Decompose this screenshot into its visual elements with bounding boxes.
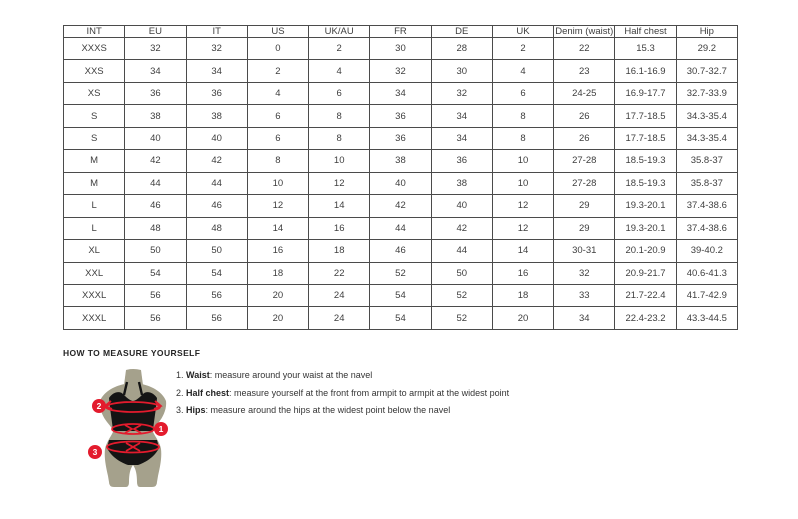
- size-cell: XL: [64, 240, 125, 262]
- value-cell: 32: [554, 262, 615, 284]
- value-cell: 32: [370, 60, 431, 82]
- value-cell: 18.5-19.3: [615, 172, 676, 194]
- step-label: Hips: [186, 405, 206, 415]
- step-text: : measure yourself at the front from armpit to armpit at the widest point: [229, 387, 510, 398]
- value-cell: 32: [431, 82, 492, 104]
- value-cell: 38: [431, 172, 492, 194]
- table-row: [64, 127, 738, 149]
- value-cell: 40: [125, 127, 186, 149]
- value-cell: 30: [370, 38, 431, 60]
- value-cell: 43.3-44.5: [676, 307, 737, 330]
- value-cell: 18: [309, 240, 370, 262]
- table-row: [64, 307, 738, 330]
- value-cell: 20.9-21.7: [615, 262, 676, 284]
- column-header: UK: [492, 26, 553, 38]
- value-cell: 14: [309, 195, 370, 217]
- value-cell: 8: [492, 105, 553, 127]
- value-cell: 30: [431, 60, 492, 82]
- size-chart-table: [63, 25, 738, 330]
- size-cell: XS: [64, 82, 125, 104]
- value-cell: 4: [309, 60, 370, 82]
- header-row: [64, 26, 738, 38]
- value-cell: 36: [125, 82, 186, 104]
- table-row: [64, 240, 738, 262]
- value-cell: 10: [492, 150, 553, 172]
- value-cell: 32: [186, 38, 247, 60]
- measure-step-hips: [176, 405, 509, 416]
- column-header: US: [247, 26, 308, 38]
- value-cell: 20: [492, 307, 553, 330]
- column-header: EU: [125, 26, 186, 38]
- value-cell: 23: [554, 60, 615, 82]
- value-cell: 24: [309, 307, 370, 330]
- step-label: Half chest: [186, 387, 230, 398]
- svg-text:1: 1: [158, 424, 164, 434]
- value-cell: 36: [370, 127, 431, 149]
- value-cell: 16.9-17.7: [615, 82, 676, 104]
- value-cell: 46: [125, 195, 186, 217]
- column-header: FR: [370, 26, 431, 38]
- value-cell: 17.7-18.5: [615, 127, 676, 149]
- size-cell: S: [64, 105, 125, 127]
- value-cell: 22: [554, 38, 615, 60]
- column-header: UK/AU: [309, 26, 370, 38]
- value-cell: 18: [247, 262, 308, 284]
- value-cell: 38: [370, 150, 431, 172]
- value-cell: 19.3-20.1: [615, 195, 676, 217]
- column-header: INT: [64, 26, 125, 38]
- value-cell: 8: [309, 127, 370, 149]
- value-cell: 50: [125, 240, 186, 262]
- measure-steps-list: [176, 370, 509, 423]
- value-cell: 36: [186, 82, 247, 104]
- value-cell: 44: [431, 240, 492, 262]
- value-cell: 2: [492, 38, 553, 60]
- value-cell: 12: [247, 195, 308, 217]
- value-cell: 21.7-22.4: [615, 284, 676, 306]
- value-cell: 12: [492, 217, 553, 239]
- value-cell: 20: [247, 284, 308, 306]
- size-cell: M: [64, 150, 125, 172]
- value-cell: 34: [431, 127, 492, 149]
- value-cell: 44: [186, 172, 247, 194]
- value-cell: 20: [247, 307, 308, 330]
- table-row: [64, 195, 738, 217]
- step-label: Waist: [186, 370, 210, 380]
- measure-step-waist: [176, 370, 509, 381]
- value-cell: 56: [125, 284, 186, 306]
- value-cell: 22.4-23.2: [615, 307, 676, 330]
- table-row: [64, 150, 738, 172]
- value-cell: 46: [186, 195, 247, 217]
- value-cell: 42: [186, 150, 247, 172]
- measurement-illustration-icon: [80, 368, 187, 490]
- value-cell: 34.3-35.4: [676, 105, 737, 127]
- value-cell: 29: [554, 195, 615, 217]
- value-cell: 14: [247, 217, 308, 239]
- value-cell: 20.1-20.9: [615, 240, 676, 262]
- value-cell: 38: [125, 105, 186, 127]
- svg-text:3: 3: [92, 447, 98, 457]
- value-cell: 0: [247, 38, 308, 60]
- value-cell: 34: [431, 105, 492, 127]
- value-cell: 10: [309, 150, 370, 172]
- value-cell: 16: [247, 240, 308, 262]
- value-cell: 24-25: [554, 82, 615, 104]
- value-cell: 6: [247, 127, 308, 149]
- size-chart-body: [64, 38, 738, 330]
- value-cell: 26: [554, 127, 615, 149]
- size-chart-header: [64, 26, 738, 38]
- value-cell: 12: [309, 172, 370, 194]
- column-header: IT: [186, 26, 247, 38]
- table-row: [64, 262, 738, 284]
- value-cell: 37.4-38.6: [676, 217, 737, 239]
- size-cell: L: [64, 195, 125, 217]
- value-cell: 19.3-20.1: [615, 217, 676, 239]
- size-cell: XXL: [64, 262, 125, 284]
- value-cell: 38: [186, 105, 247, 127]
- step-number: 2.: [176, 387, 184, 398]
- value-cell: 42: [370, 195, 431, 217]
- value-cell: 34: [186, 60, 247, 82]
- value-cell: 17.7-18.5: [615, 105, 676, 127]
- value-cell: 34.3-35.4: [676, 127, 737, 149]
- value-cell: 8: [247, 150, 308, 172]
- value-cell: 50: [431, 262, 492, 284]
- value-cell: 42: [431, 217, 492, 239]
- value-cell: 24: [309, 284, 370, 306]
- value-cell: 54: [186, 262, 247, 284]
- table-row: [64, 172, 738, 194]
- value-cell: 14: [492, 240, 553, 262]
- value-cell: 22: [309, 262, 370, 284]
- step-number: 1.: [176, 370, 184, 380]
- badge-hips: [88, 445, 102, 459]
- value-cell: 6: [247, 105, 308, 127]
- step-text: : measure around the hips at the widest point below the navel: [205, 405, 451, 415]
- value-cell: 4: [492, 60, 553, 82]
- mannequin-figure: [80, 368, 187, 490]
- column-header: Half chest: [615, 26, 676, 38]
- value-cell: 29: [554, 217, 615, 239]
- value-cell: 54: [125, 262, 186, 284]
- value-cell: 48: [186, 217, 247, 239]
- value-cell: 35.8-37: [676, 172, 737, 194]
- value-cell: 10: [247, 172, 308, 194]
- value-cell: 56: [125, 307, 186, 330]
- value-cell: 52: [431, 284, 492, 306]
- table-row: [64, 105, 738, 127]
- value-cell: 18: [492, 284, 553, 306]
- value-cell: 27-28: [554, 172, 615, 194]
- size-cell: XXS: [64, 60, 125, 82]
- value-cell: 35.8-37: [676, 150, 737, 172]
- value-cell: 36: [431, 150, 492, 172]
- value-cell: 16: [492, 262, 553, 284]
- svg-text:2: 2: [96, 401, 102, 411]
- value-cell: 34: [125, 60, 186, 82]
- value-cell: 12: [492, 195, 553, 217]
- value-cell: 36: [370, 105, 431, 127]
- size-cell: XXXL: [64, 284, 125, 306]
- value-cell: 26: [554, 105, 615, 127]
- size-cell: S: [64, 127, 125, 149]
- value-cell: 50: [186, 240, 247, 262]
- value-cell: 28: [431, 38, 492, 60]
- value-cell: 39-40.2: [676, 240, 737, 262]
- value-cell: 54: [370, 284, 431, 306]
- measure-section-heading: HOW TO MEASURE YOURSELF: [63, 348, 201, 358]
- value-cell: 42: [125, 150, 186, 172]
- badge-waist: [154, 422, 168, 436]
- size-cell: XXXL: [64, 307, 125, 330]
- value-cell: 40: [186, 127, 247, 149]
- value-cell: 8: [309, 105, 370, 127]
- value-cell: 56: [186, 307, 247, 330]
- value-cell: 32.7-33.9: [676, 82, 737, 104]
- table-row: [64, 217, 738, 239]
- step-number: 3.: [176, 405, 184, 415]
- value-cell: 30.7-32.7: [676, 60, 737, 82]
- value-cell: 54: [370, 307, 431, 330]
- value-cell: 44: [125, 172, 186, 194]
- value-cell: 2: [247, 60, 308, 82]
- size-cell: L: [64, 217, 125, 239]
- value-cell: 34: [554, 307, 615, 330]
- value-cell: 16: [309, 217, 370, 239]
- value-cell: 48: [125, 217, 186, 239]
- measure-step-half-chest: [176, 388, 509, 399]
- size-cell: XXXS: [64, 38, 125, 60]
- value-cell: 52: [370, 262, 431, 284]
- value-cell: 40: [431, 195, 492, 217]
- badge-half-chest: [92, 399, 106, 413]
- value-cell: 6: [309, 82, 370, 104]
- value-cell: 40: [370, 172, 431, 194]
- step-text: : measure around your waist at the navel: [209, 370, 373, 380]
- value-cell: 40.6-41.3: [676, 262, 737, 284]
- value-cell: 2: [309, 38, 370, 60]
- table-row: [64, 38, 738, 60]
- table-row: [64, 284, 738, 306]
- value-cell: 37.4-38.6: [676, 195, 737, 217]
- value-cell: 4: [247, 82, 308, 104]
- value-cell: 15.3: [615, 38, 676, 60]
- value-cell: 33: [554, 284, 615, 306]
- column-header: Hip: [676, 26, 737, 38]
- value-cell: 6: [492, 82, 553, 104]
- value-cell: 30-31: [554, 240, 615, 262]
- size-cell: M: [64, 172, 125, 194]
- value-cell: 44: [370, 217, 431, 239]
- value-cell: 16.1-16.9: [615, 60, 676, 82]
- value-cell: 41.7-42.9: [676, 284, 737, 306]
- value-cell: 46: [370, 240, 431, 262]
- table-row: [64, 60, 738, 82]
- value-cell: 29.2: [676, 38, 737, 60]
- value-cell: 18.5-19.3: [615, 150, 676, 172]
- value-cell: 56: [186, 284, 247, 306]
- value-cell: 32: [125, 38, 186, 60]
- value-cell: 27-28: [554, 150, 615, 172]
- value-cell: 34: [370, 82, 431, 104]
- value-cell: 10: [492, 172, 553, 194]
- value-cell: 52: [431, 307, 492, 330]
- value-cell: 8: [492, 127, 553, 149]
- column-header: DE: [431, 26, 492, 38]
- column-header: Denim (waist): [555, 26, 614, 37]
- table-row: [64, 82, 738, 104]
